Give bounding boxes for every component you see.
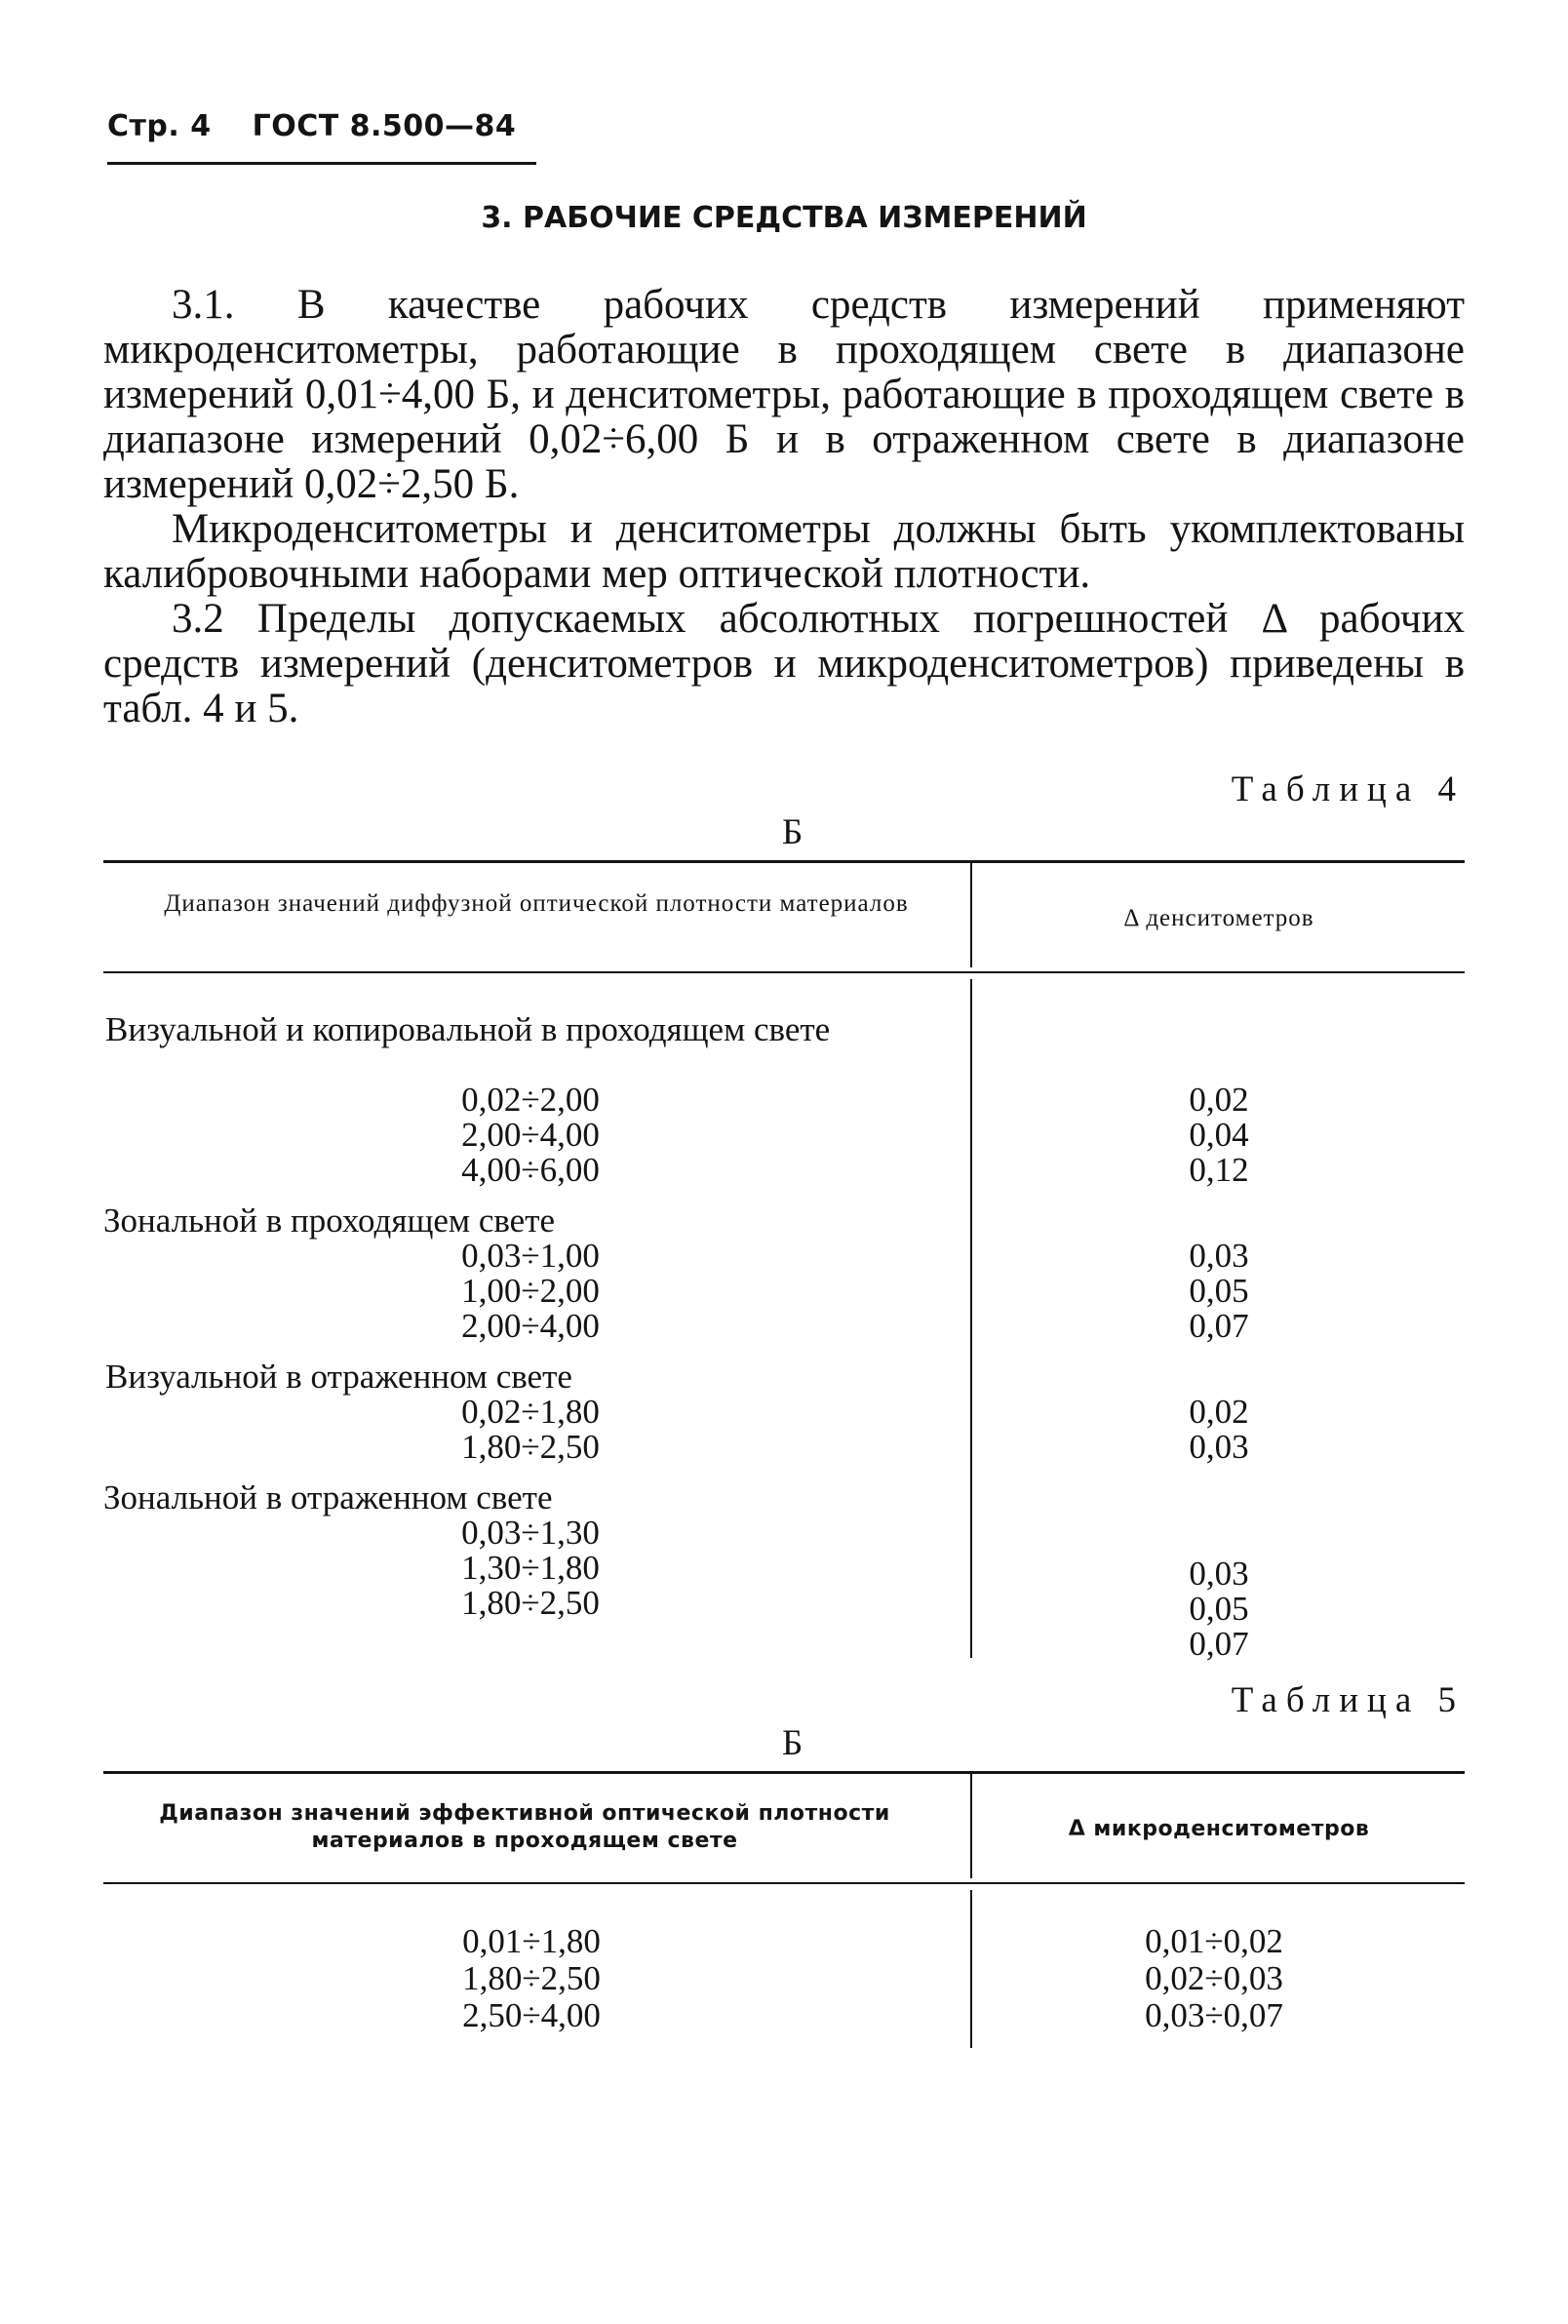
table4-group-label: Зональной в проходящем свете xyxy=(103,1201,556,1240)
table4-col2-header: Δ денситометров xyxy=(1123,905,1314,931)
table4-top-rule xyxy=(103,860,1465,863)
table5-range: 1,80÷2,50 xyxy=(462,1959,601,1997)
table5-top-rule xyxy=(103,1771,1465,1774)
table4-value: 0,03 xyxy=(1189,1555,1249,1593)
paragraph-equipment: Микроденситометры и денситометры должны быть укомплектованы калибровочными наборами мер оптической плотности. xyxy=(103,506,1465,597)
table5-range: 2,50÷4,00 xyxy=(462,1996,601,2034)
table4-value: 0,12 xyxy=(1189,1151,1249,1189)
paragraph-3-2: 3.2 Пределы допускаемых абсолютных погрешностей Δ рабочих средств измерений (денситометров и микроденситометров) приведены в табл. 4 и 5. xyxy=(103,596,1465,731)
table4-value: 0,04 xyxy=(1189,1116,1249,1154)
table4-range: 1,30÷1,80 xyxy=(461,1549,600,1587)
table5-value: 0,03÷0,07 xyxy=(1145,1996,1283,2034)
table4-range: 1,00÷2,00 xyxy=(461,1272,600,1310)
body-text xyxy=(103,283,1465,731)
table4-header-rule xyxy=(103,971,1465,973)
table5-col2-header: Δ микроденситометров xyxy=(1068,1817,1370,1841)
table5-body-divider xyxy=(970,1890,972,2048)
table4-unit: Б xyxy=(782,812,804,852)
table4-value: 0,03 xyxy=(1189,1237,1249,1275)
table4-value: 0,07 xyxy=(1189,1307,1249,1345)
table4-col1-header: Диапазон значений диффузной оптической плотности материалов xyxy=(164,890,909,917)
table5-range: 0,01÷1,80 xyxy=(462,1922,601,1960)
table5-unit: Б xyxy=(782,1723,804,1763)
table4-caption: Таблица 4 xyxy=(1231,769,1465,809)
table5-value: 0,01÷0,02 xyxy=(1145,1922,1283,1960)
table4-range: 2,00÷4,00 xyxy=(461,1116,600,1154)
table4-value: 0,03 xyxy=(1189,1428,1249,1466)
table4-range: 0,02÷2,00 xyxy=(461,1081,600,1119)
table4-range: 1,80÷2,50 xyxy=(461,1428,600,1466)
page-number: Стр. 4 xyxy=(107,109,212,143)
table5-header-rule xyxy=(103,1882,1465,1884)
table4-range: 2,00÷4,00 xyxy=(461,1307,600,1345)
section-title: 3. РАБОЧИЕ СРЕДСТВА ИЗМЕРЕНИЙ xyxy=(481,201,1087,235)
standard-code: ГОСТ 8.500—84 xyxy=(252,109,517,143)
table4-range: 1,80÷2,50 xyxy=(461,1584,600,1622)
table4-header-divider xyxy=(970,863,972,967)
table4-value: 0,05 xyxy=(1189,1590,1249,1628)
page-header xyxy=(107,109,516,143)
table4-group-label: Визуальной и копировальной в проходящем свете xyxy=(105,1010,831,1048)
table4-group-label: Зональной в отраженном свете xyxy=(103,1478,553,1517)
table4-value: 0,07 xyxy=(1189,1625,1249,1663)
table5-col1-header: Диапазон значений эффективной оптической плотности материалов в проходящем свете xyxy=(159,1801,890,1853)
table4-range: 0,03÷1,30 xyxy=(461,1514,600,1552)
table4-value: 0,02 xyxy=(1189,1393,1249,1431)
table4-range: 0,02÷1,80 xyxy=(461,1393,600,1431)
table5-caption: Таблица 5 xyxy=(1231,1680,1465,1720)
table4-group-label: Визуальной в отраженном свете xyxy=(105,1358,572,1396)
table4-range: 0,03÷1,00 xyxy=(461,1237,600,1275)
table5-value: 0,02÷0,03 xyxy=(1145,1959,1283,1997)
table4-range: 4,00÷6,00 xyxy=(461,1151,600,1189)
table5-header-divider xyxy=(970,1774,972,1878)
table4-value: 0,05 xyxy=(1189,1272,1249,1310)
table4-value: 0,02 xyxy=(1189,1081,1249,1119)
table4-body-divider xyxy=(970,979,972,1658)
header-rule xyxy=(107,162,536,165)
paragraph-3-1: 3.1. В качестве рабочих средств измерений применяют микроденситометры, работающие в проходящем свете в диапазоне измерений 0,01÷4,00 Б, и денситометры, работающие в проходящем свете в диапазоне измерений 0,02÷6,00 Б и в отраженном свете в диапазоне измерений 0,02÷2,50 Б. xyxy=(103,282,1465,507)
